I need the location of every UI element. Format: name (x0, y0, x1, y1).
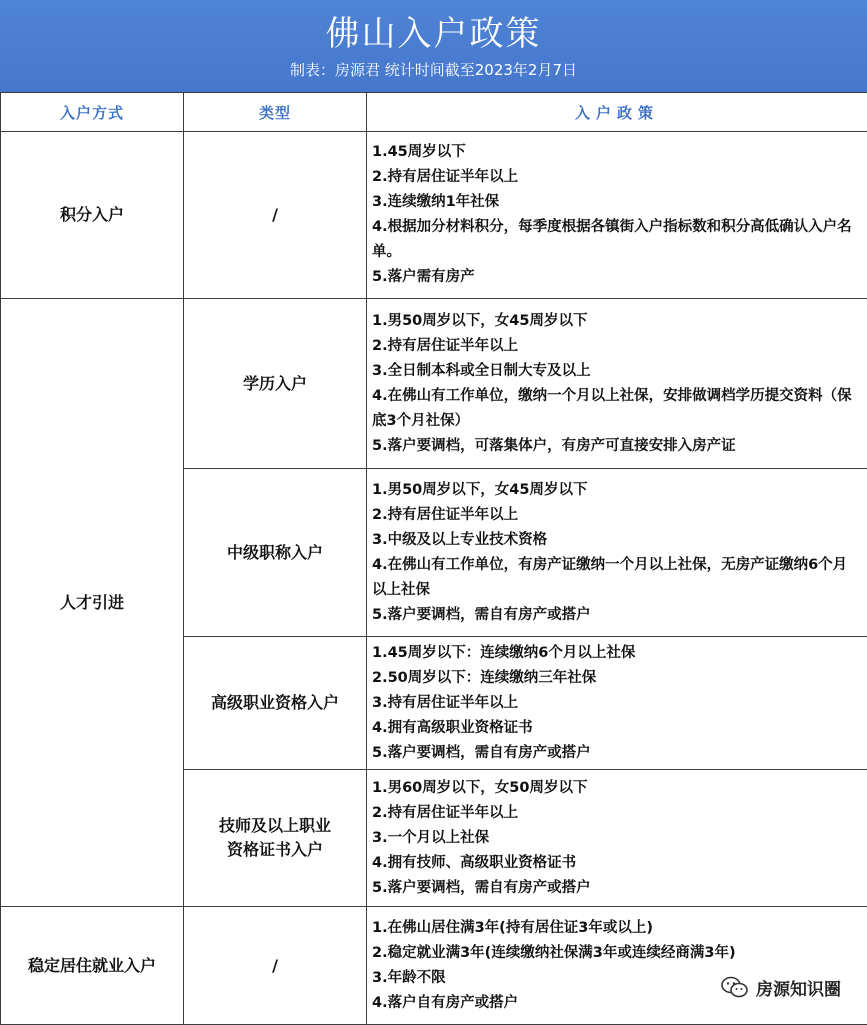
category-cell: 人才引进 (1, 299, 184, 907)
policy-item: 1.45周岁以下：连续缴纳6个月以上社保 (372, 641, 861, 666)
policy-cell (367, 469, 867, 637)
column-header-type: 类型 (184, 93, 367, 132)
policy-item: 3.中级及以上专业技术资格 (372, 528, 861, 553)
column-header-policy: 入户政策 (367, 93, 867, 132)
policy-item: 2.持有居住证半年以上 (372, 334, 861, 359)
policy-item: 2.持有居住证半年以上 (372, 503, 861, 528)
policy-cell (367, 637, 867, 770)
wechat-icon (720, 975, 750, 999)
policy-table (0, 92, 867, 1025)
policy-item: 4.拥有技师、高级职业资格证书 (372, 851, 861, 876)
page-subtitle: 制表：房源君 统计时间截至2023年2月7日 (0, 60, 867, 80)
policy-item: 3.连续缴纳1年社保 (372, 190, 861, 215)
policy-item: 1.男60周岁以下，女50周岁以下 (372, 776, 861, 801)
policy-item: 4.在佛山有工作单位，缴纳一个月以上社保，安排做调档学历提交资料（保底3个月社保） (372, 384, 861, 434)
watermark (720, 974, 841, 1000)
type-label-line2: 资格证书入户 (184, 838, 366, 862)
policy-item: 4.落户自有房产或搭户 (372, 991, 861, 1016)
policy-item: 5.落户要调档，需自有房产或搭户 (372, 603, 861, 628)
type-cell: / (184, 132, 367, 299)
policy-item: 3.年龄不限 (372, 966, 861, 991)
page-header (0, 0, 867, 92)
page-title: 佛山入户政策 (0, 10, 867, 58)
policy-item: 2.持有居住证半年以上 (372, 801, 861, 826)
policy-item: 4.在佛山有工作单位，有房产证缴纳一个月以上社保，无房产证缴纳6个月以上社保 (372, 553, 861, 603)
policy-item: 5.落户需有房产 (372, 265, 861, 290)
type-cell (184, 770, 367, 907)
policy-item: 1.在佛山居住满3年(持有居住证3年或以上) (372, 916, 861, 941)
policy-item: 3.一个月以上社保 (372, 826, 861, 851)
type-label-line1: 技师及以上职业 (184, 814, 366, 838)
column-header-method: 入户方式 (1, 93, 184, 132)
policy-item: 2.稳定就业满3年(连续缴纳社保满3年或连续经商满3年) (372, 941, 861, 966)
policy-item: 5.落户要调档，可落集体户，有房产可直接安排入房产证 (372, 434, 861, 459)
policy-list (372, 641, 861, 766)
type-cell: 中级职称入户 (184, 469, 367, 637)
policy-item: 4.根据加分材料积分，每季度根据各镇街入户指标数和积分高低确认入户名单。 (372, 215, 861, 265)
policy-item: 1.男50周岁以下，女45周岁以下 (372, 309, 861, 334)
policy-item: 3.持有居住证半年以上 (372, 691, 861, 716)
policy-cell (367, 907, 867, 1025)
table-header-row (1, 93, 867, 132)
policy-cell (367, 770, 867, 907)
policy-item: 5.落户要调档，需自有房产或搭户 (372, 741, 861, 766)
policy-item: 2.50周岁以下：连续缴纳三年社保 (372, 666, 861, 691)
policy-item: 3.全日制本科或全日制大专及以上 (372, 359, 861, 384)
policy-cell (367, 299, 867, 469)
category-cell: 积分入户 (1, 132, 184, 299)
type-cell: / (184, 907, 367, 1025)
policy-item: 2.持有居住证半年以上 (372, 165, 861, 190)
policy-list (372, 916, 861, 1016)
policy-cell (367, 132, 867, 299)
watermark-text: 房源知识圈 (756, 975, 841, 1000)
policy-list (372, 140, 861, 290)
policy-list (372, 776, 861, 901)
policy-list (372, 309, 861, 459)
policy-item: 1.45周岁以下 (372, 140, 861, 165)
policy-item: 4.拥有高级职业资格证书 (372, 716, 861, 741)
policy-item: 5.落户要调档，需自有房产或搭户 (372, 876, 861, 901)
policy-item: 1.男50周岁以下，女45周岁以下 (372, 478, 861, 503)
type-cell: 学历入户 (184, 299, 367, 469)
table-row (1, 907, 867, 1025)
type-cell: 高级职业资格入户 (184, 637, 367, 770)
table-row (1, 299, 867, 469)
category-cell: 稳定居住就业入户 (1, 907, 184, 1025)
policy-list (372, 478, 861, 628)
table-row (1, 132, 867, 299)
